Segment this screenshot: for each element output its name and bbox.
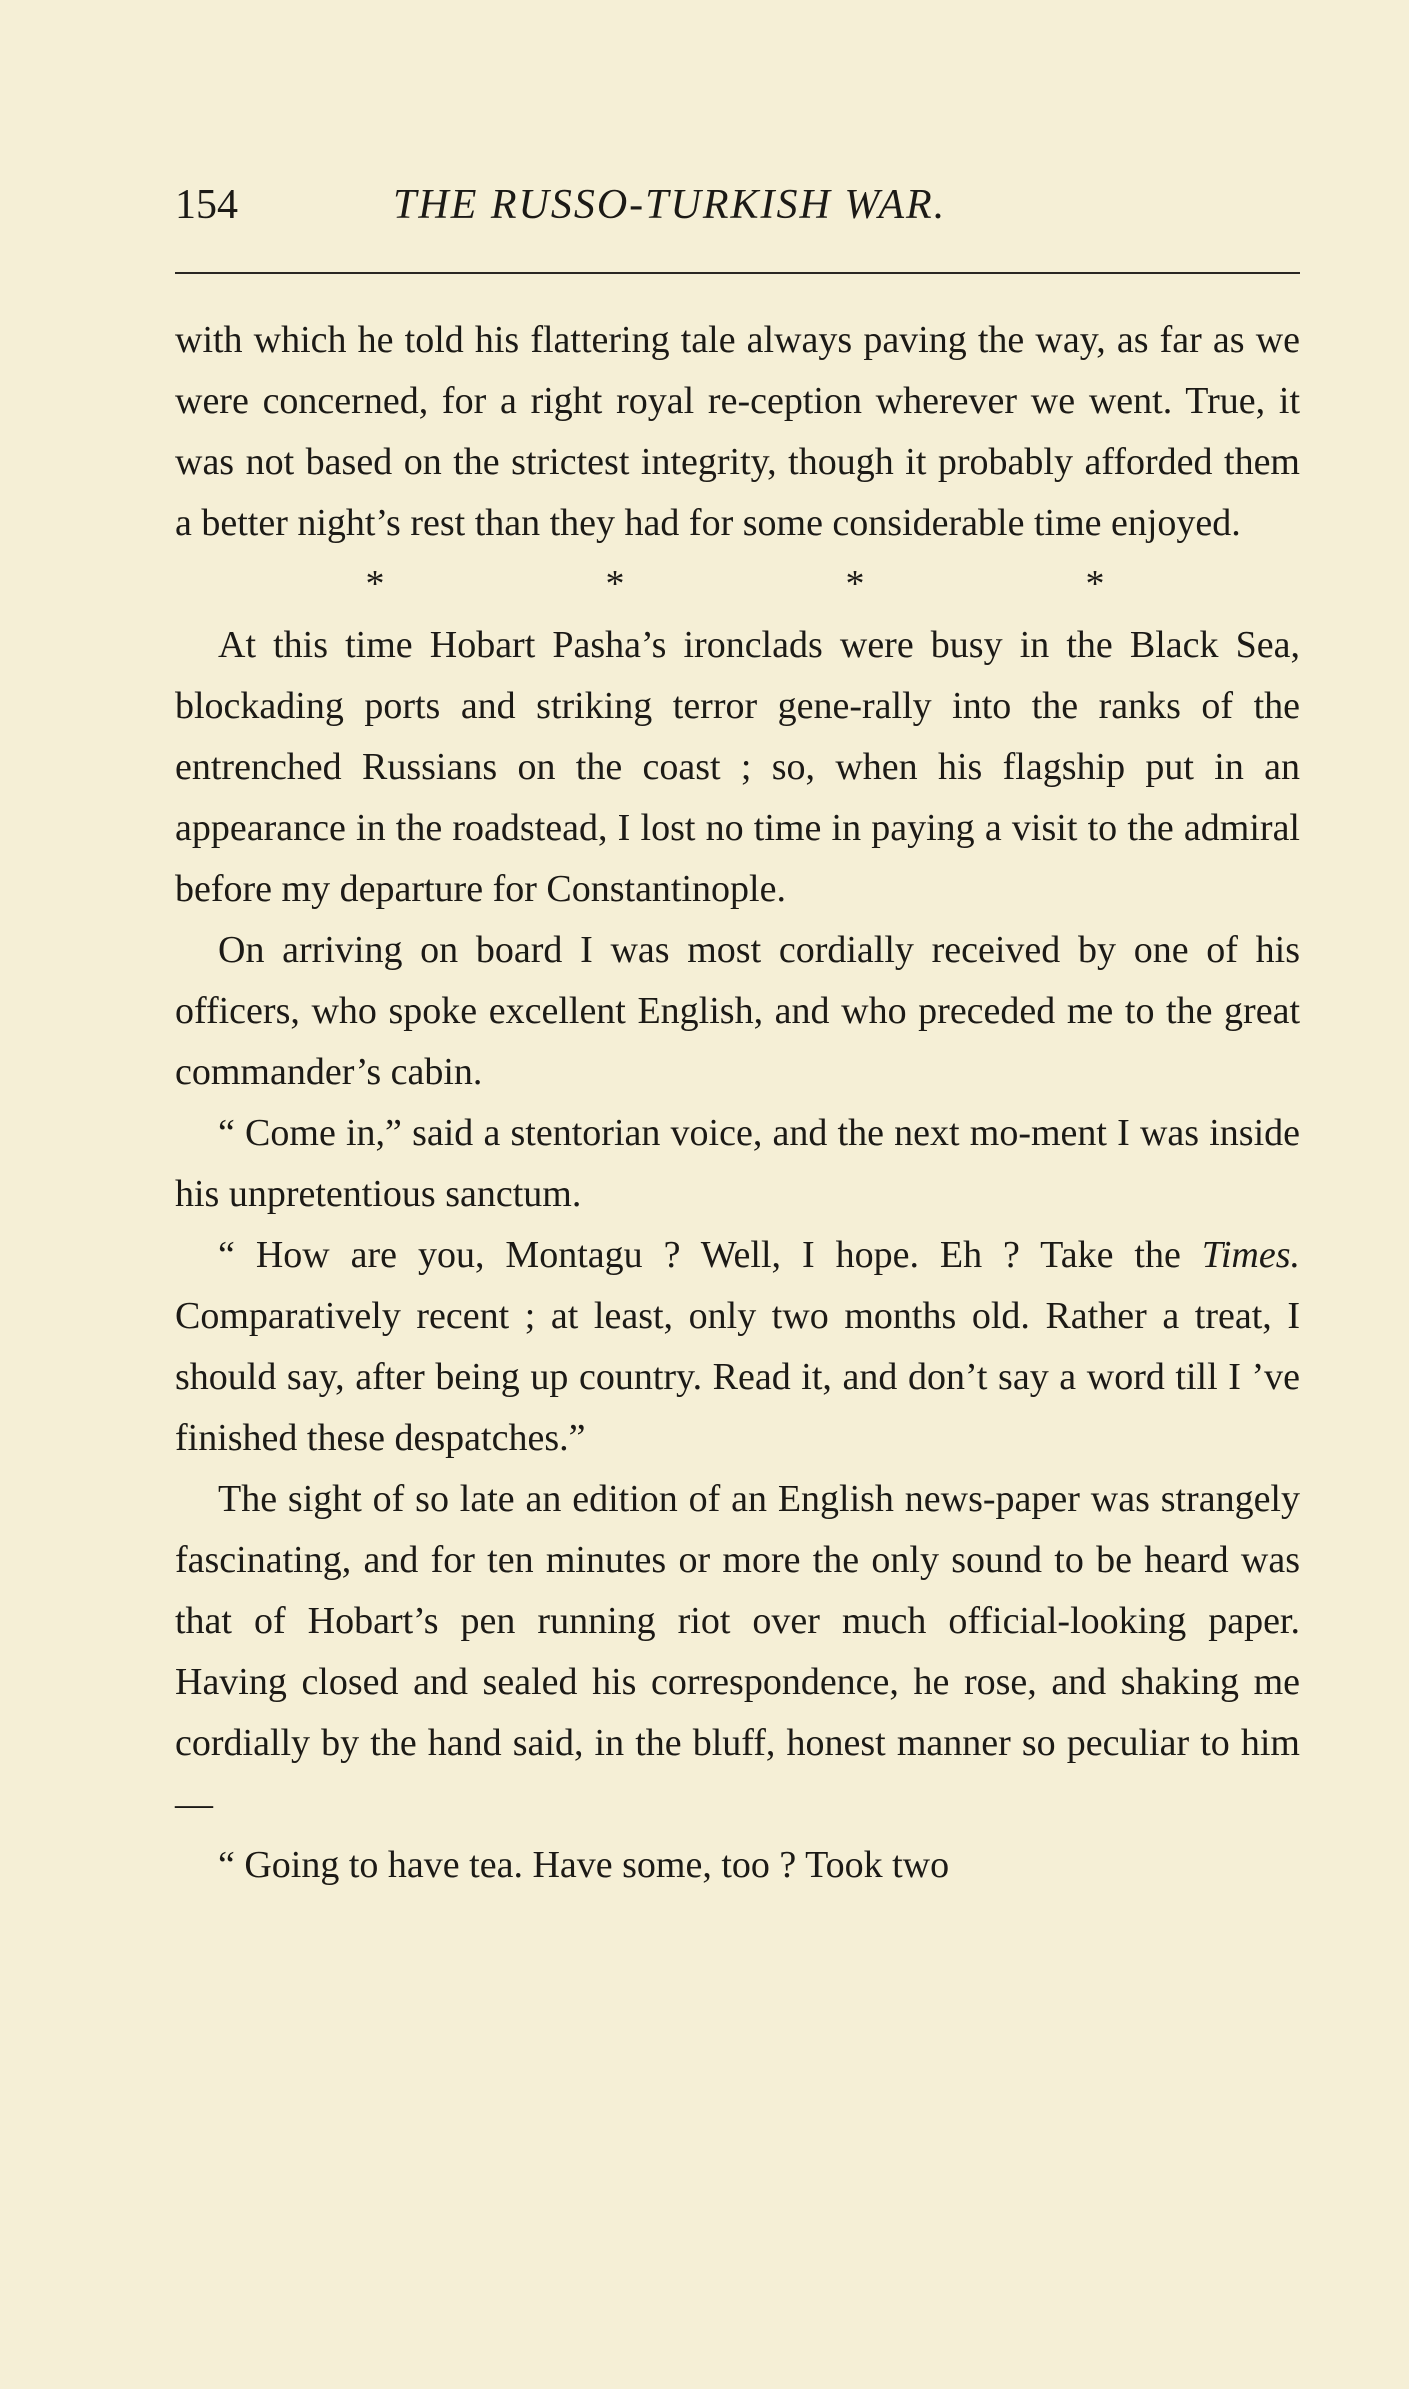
paragraph: At this time Hobart Pasha’s ironclads were busy in the Black Sea, blockading ports and striking terror gene-rally into the ranks of the entrenched Russians on the coast ; so, when his flagship put in an appearance in the roadstead, I lost no time in paying a visit to the admiral before my departure for Constantinople.	[175, 624, 1300, 910]
paragraph-text: “ How are you, Montagu ? Well, I hope. Eh ? Take the	[218, 1234, 1202, 1276]
newspaper-title: Times.	[1201, 1234, 1300, 1276]
asterism: *	[365, 563, 385, 605]
paragraph: with which he told his flattering tale always paving the way, as far as we were concerned, for a right royal re-ception wherever we went. True, it was not based on the strictest integrity, though it probably afforded them a better night’s rest than they had for some considerable time enjoyed.	[175, 319, 1300, 544]
paragraph: “ Come in,” said a stentorian voice, and the next mo-ment I was inside his unpretentious sanctum.	[175, 1112, 1300, 1215]
page-header	[175, 175, 1300, 235]
section-break	[355, 554, 1115, 615]
header-rule	[175, 272, 1300, 274]
paragraph: The sight of so late an edition of an English news-paper was strangely fascinating, and for ten minutes or more the only sound to be heard was that of Hobart’s pen running riot over much official-looking paper. Having closed and sealed his correspondence, he rose, and shaking me cordially by the hand said, in the bluff, honest manner so peculiar to him—	[175, 1478, 1300, 1825]
asterism: *	[1085, 563, 1105, 605]
page-number: 154	[175, 182, 238, 228]
paragraph: “ Going to have tea. Have some, too ? Took two	[218, 1844, 950, 1886]
paragraph	[175, 1225, 1300, 1469]
asterism: *	[845, 563, 865, 605]
paragraph: On arriving on board I was most cordially received by one of his officers, who spoke excellent English, and who preceded me to the great commander’s cabin.	[175, 929, 1300, 1093]
paragraph-text: Comparatively recent ; at least, only two months old. Rather a treat, I should say, after being up country. Read it, and don’t say a word till I ’ve finished these despatches.”	[175, 1295, 1300, 1459]
running-title: THE RUSSO-TURKISH WAR.	[393, 182, 947, 228]
asterism: *	[605, 563, 625, 605]
body-text	[175, 310, 1300, 1896]
